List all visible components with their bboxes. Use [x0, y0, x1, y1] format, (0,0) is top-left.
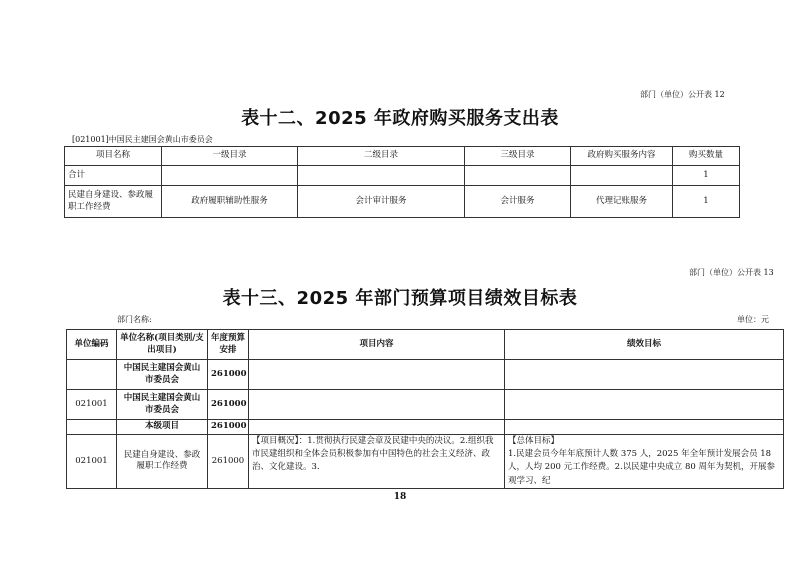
table-13-title: 表十三、2025 年部门预算项目绩效目标表	[222, 288, 578, 309]
cell: 261000	[208, 360, 249, 390]
col-header: 单位编码	[67, 330, 117, 360]
cell	[67, 420, 117, 435]
cell: 政府履职辅助性服务	[162, 186, 298, 218]
table-row	[65, 166, 740, 186]
cell: 021001	[67, 390, 117, 420]
unit-label-12: [021001]中国民主建国会黄山市委员会	[72, 135, 213, 144]
table-row	[67, 360, 784, 390]
page-label-13: 部门（单位）公开表 13	[689, 268, 774, 277]
cell	[505, 390, 784, 420]
cell	[249, 360, 505, 390]
table-row	[67, 390, 784, 420]
table-12-title: 表十二、2025 年政府购买服务支出表	[241, 108, 559, 129]
cell	[249, 420, 505, 435]
cell: 中国民主建国会黄山市委员会	[117, 360, 208, 390]
col-header: 绩效目标	[505, 330, 784, 360]
cell: 会计审计服务	[298, 186, 465, 218]
cell	[298, 166, 465, 186]
col-header: 单位名称(项目类别/支出项目)	[117, 330, 208, 360]
table-row	[65, 186, 740, 218]
cell: 1	[673, 166, 740, 186]
col-header: 购买数量	[673, 147, 740, 166]
cell: 本级项目	[117, 420, 208, 435]
col-header: 一级目录	[162, 147, 298, 166]
cell	[465, 166, 571, 186]
table-12	[64, 146, 740, 218]
cell: 【项目概况】：1.贯彻执行民建会章及民建中央的决议。2.组织我市民建组织和全体会员积极参加有中国特色的社会主义经济、政治、文化建设。3.	[249, 435, 505, 489]
cell	[505, 360, 784, 390]
cell	[67, 360, 117, 390]
col-header: 三级目录	[465, 147, 571, 166]
col-header: 项目内容	[249, 330, 505, 360]
cell: 021001	[67, 435, 117, 489]
cell: 261000	[208, 435, 249, 489]
cell: 民建自身建设、参政履职工作经费	[117, 435, 208, 489]
col-header: 政府购买服务内容	[571, 147, 673, 166]
cell: 中国民主建国会黄山市委员会	[117, 390, 208, 420]
table-header-row	[65, 147, 740, 166]
cell: 【总体目标】 1.民建会员今年年底预计人数 375 人，2025 年全年预计发展会员 18 人，人均 200 元工作经费。2.以民建中央成立 80 周年为契机，开展参观学习、纪	[505, 435, 784, 489]
cell	[249, 390, 505, 420]
cell: 民建自身建设、参政履职工作经费	[65, 186, 162, 218]
col-header: 年度预算安排	[208, 330, 249, 360]
cell	[162, 166, 298, 186]
cell: 261000	[208, 420, 249, 435]
cell: 261000	[208, 390, 249, 420]
cell: 代理记账服务	[571, 186, 673, 218]
col-header: 项目名称	[65, 147, 162, 166]
dept-name-label: 部门名称:	[117, 315, 152, 324]
table-header-row	[67, 330, 784, 360]
table-13	[66, 329, 784, 489]
cell	[571, 166, 673, 186]
unit-currency-label: 单位：元	[737, 315, 769, 324]
page-number: 18	[393, 492, 407, 502]
cell: 会计服务	[465, 186, 571, 218]
cell: 合计	[65, 166, 162, 186]
cell	[505, 420, 784, 435]
table-row	[67, 420, 784, 435]
table-row	[67, 435, 784, 489]
page-label-12: 部门（单位）公开表 12	[640, 90, 725, 99]
cell: 1	[673, 186, 740, 218]
col-header: 二级目录	[298, 147, 465, 166]
